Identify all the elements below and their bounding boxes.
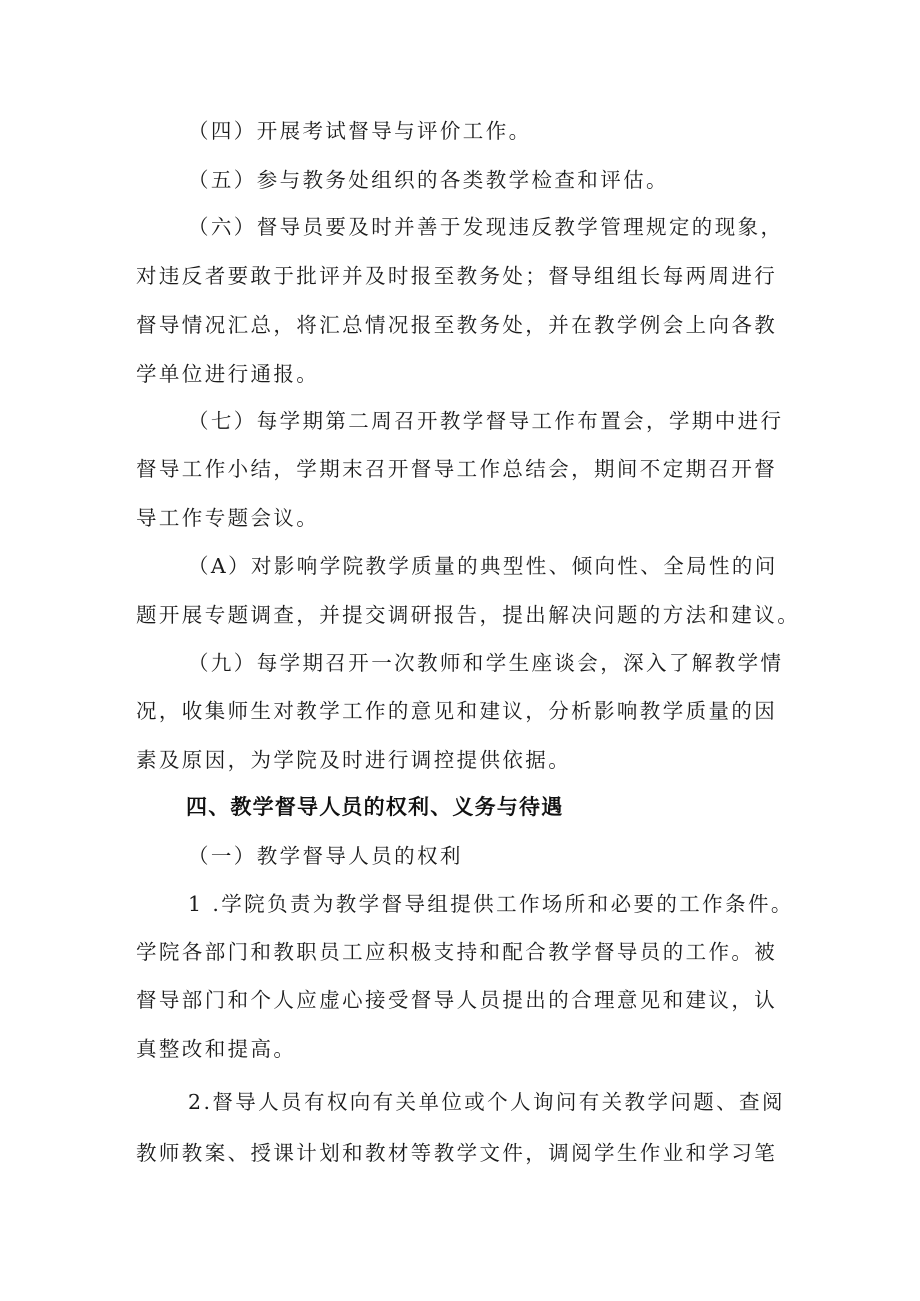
section-heading: 四、教学督导人员的权利、义务与待遇 — [186, 795, 564, 819]
item-7-line-1: （七）每学期第二周召开教学督导工作布置会，学期中进行 — [188, 409, 784, 433]
right-2-line-2: 教师教案、授课计划和教材等教学文件，调阅学生作业和学习笔 — [136, 1141, 778, 1165]
item-6-line-2: 对违反者要敢于批评并及时报至教务处；督导组组长每两周进行 — [136, 264, 778, 288]
item-7-line-3: 导工作专题会议。 — [136, 506, 320, 530]
item-9-line-3: 素及原因，为学院及时进行调控提供依据。 — [136, 748, 572, 772]
right-2-line-1: 2.督导人员有权向有关单位或个人询问有关教学问题、查阅 — [188, 1090, 785, 1114]
item-6-line-1: （六）督导员要及时并善于发现违反教学管理规定的现象， — [188, 215, 784, 239]
item-8-line-2: 题开展专题调查，并提交调研报告，提出解决问题的方法和建议。 — [136, 603, 801, 627]
item-5-line-1: （五）参与教务处组织的各类教学检查和评估。 — [188, 168, 669, 192]
right-1-line-2: 学院各部门和教职员工应积极支持和配合教学督导员的工作。被 — [136, 940, 778, 964]
subsection-heading: （一）教学督导人员的权利 — [188, 844, 463, 868]
item-6-line-4: 学单位进行通报。 — [136, 362, 320, 386]
right-1-line-3: 督导部门和个人应虚心接受督导人员提出的合理意见和建议，认 — [136, 988, 778, 1012]
item-8-line-1: （A）对影响学院教学质量的典型性、倾向性、全局性的问 — [188, 554, 778, 578]
item-9-line-2: 况，收集师生对教学工作的意见和建议，分析影响教学质量的因 — [136, 699, 778, 723]
item-6-line-3: 督导情况汇总，将汇总情况报至教务处，并在教学例会上向各教 — [136, 313, 778, 337]
right-1-line-4: 真整改和提高。 — [136, 1037, 297, 1061]
right-1-line-1: 1 .学院负责为教学督导组提供工作场所和必要的工作条件。 — [188, 892, 794, 916]
item-4-line-1: （四）开展考试督导与评价工作。 — [188, 119, 532, 143]
item-7-line-2: 督导工作小结，学期末召开督导工作总结会，期间不定期召开督 — [136, 457, 778, 481]
item-9-line-1: （九）每学期召开一次教师和学生座谈会，深入了解教学情 — [188, 651, 784, 675]
